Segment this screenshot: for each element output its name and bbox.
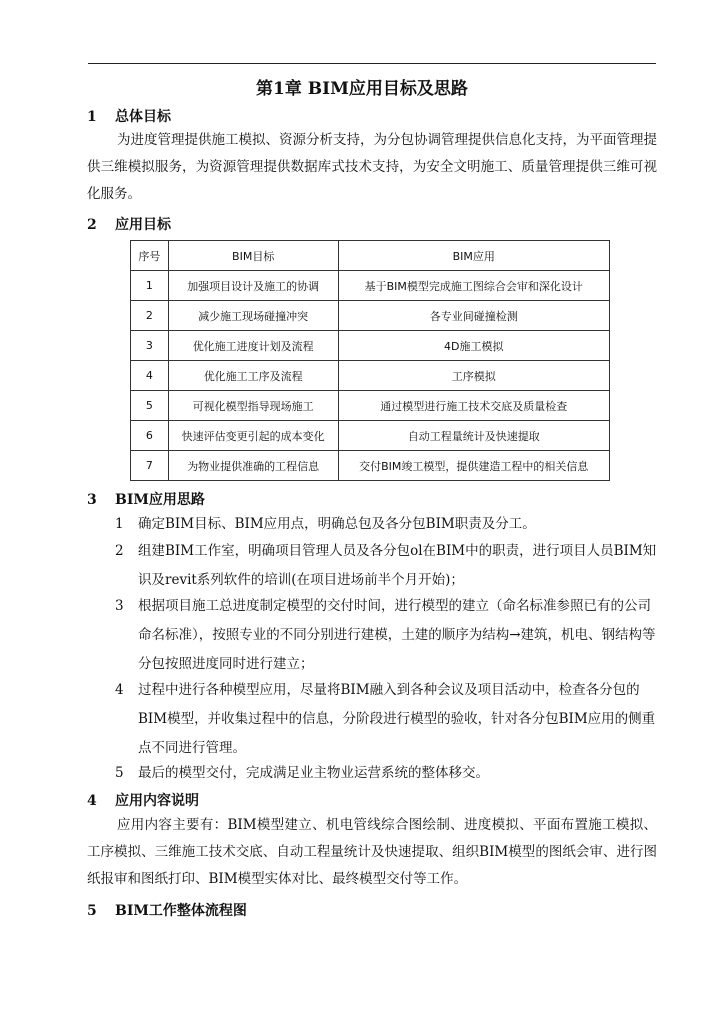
section-heading-3 [87,489,205,509]
table-header-cell: BIM应用 [338,241,609,271]
table-cell: 2 [131,301,169,331]
section-heading-2 [87,214,171,234]
list-item [115,537,657,595]
list-item [115,759,657,788]
table-header-cell: 序号 [131,241,169,271]
table-row [131,301,610,331]
section-heading-1 [87,106,171,126]
list-item-number: 1 [115,516,124,532]
section-title: BIM应用思路 [115,492,205,508]
table-cell: 工序模拟 [338,361,609,391]
table-cell: 1 [131,271,169,301]
section-title: 总体目标 [115,109,171,125]
list-item [115,592,657,679]
table-cell: 加强项目设计及施工的协调 [168,271,338,301]
table-cell: 交付BIM竣工模型，提供建造工程中的相关信息 [338,451,609,481]
section-number: 5 [87,903,97,919]
section-heading-5 [87,900,247,920]
table-row [131,421,610,451]
table-header-cell: BIM目标 [168,241,338,271]
table-cell: 快速评估变更引起的成本变化 [168,421,338,451]
section-title: 应用内容说明 [115,793,199,809]
table-cell: 5 [131,391,169,421]
table-cell: 7 [131,451,169,481]
table-cell: 4 [131,361,169,391]
chapter-title: 第1章 BIM应用目标及思路 [256,79,468,99]
table-cell: 优化施工工序及流程 [168,361,338,391]
list-item [115,676,657,763]
table-cell: 基于BIM模型完成施工图综合会审和深化设计 [338,271,609,301]
table-row [131,271,610,301]
list-item-number: 3 [115,598,124,614]
table-cell: 4D施工模拟 [338,331,609,361]
table-cell: 6 [131,421,169,451]
content-description-paragraph: 应用内容主要有：BIM模型建立、机电管线综合图绘制、进度模拟、平面布置施工模拟、工序模拟、三维施工技术交底、自动工程量统计及快速提取、组织BIM模型的图纸会审、进行图纸报审和图纸打印、BIM模型实体对比、最终模型交付等工作。 [87,817,657,887]
table-cell: 为物业提供准确的工程信息 [168,451,338,481]
table-cell: 通过模型进行施工技术交底及质量检查 [338,391,609,421]
table-row [131,361,610,391]
section-number: 4 [87,793,97,809]
list-item-number: 4 [115,682,124,698]
table-cell: 各专业间碰撞检测 [338,301,609,331]
list-item-text: 根据项目施工总进度制定模型的交付时间，进行模型的建立（命名标准参照已有的公司命名标准），按照专业的不同分别进行建模，土建的顺序为结构→建筑，机电、钢结构等分包按照进度同时进行建立； [138,598,656,672]
table-cell: 自动工程量统计及快速提取 [338,421,609,451]
table-cell: 3 [131,331,169,361]
section-heading-4 [87,790,199,810]
table-row [131,451,610,481]
list-item-number: 2 [115,543,124,559]
table-row [131,331,610,361]
section-number: 3 [87,492,97,508]
list-item-text: 最后的模型交付，完成满足业主物业运营系统的整体移交。 [138,765,489,781]
list-item-text: 确定BIM目标、BIM应用点，明确总包及各分包BIM职责及分工。 [138,516,536,532]
table-cell: 优化施工进度计划及流程 [168,331,338,361]
list-item-text: 过程中进行各种模型应用，尽量将BIM融入到各种会议及项目活动中，检查各分包的BIM模型，并收集过程中的信息，分阶段进行模型的验收，针对各分包BIM应用的侧重点不同进行管理。 [138,682,656,756]
section-number: 1 [87,109,97,125]
section-number: 2 [87,217,97,233]
list-item-text: 组建BIM工作室，明确项目管理人员及各分包ol在BIM中的职责，进行项目人员BIM知识及revit系列软件的培训(在项目进场前半个月开始)； [138,543,657,588]
section-title: BIM工作整体流程图 [115,903,247,919]
table-row [131,391,610,421]
list-item [115,510,657,539]
table-cell: 可视化模型指导现场施工 [168,391,338,421]
table-header-row [131,241,610,271]
overall-goal-paragraph: 为进度管理提供施工模拟、资源分析支持，为分包协调管理提供信息化支持，为平面管理提供三维模拟服务，为资源管理提供数据库式技术支持，为安全文明施工、质量管理提供三维可视化服务。 [87,132,657,202]
table-cell: 减少施工现场碰撞冲突 [168,301,338,331]
list-item-number: 5 [115,765,124,781]
header-rule [88,63,656,64]
bim-goals-table [130,240,610,481]
section-title: 应用目标 [115,217,171,233]
